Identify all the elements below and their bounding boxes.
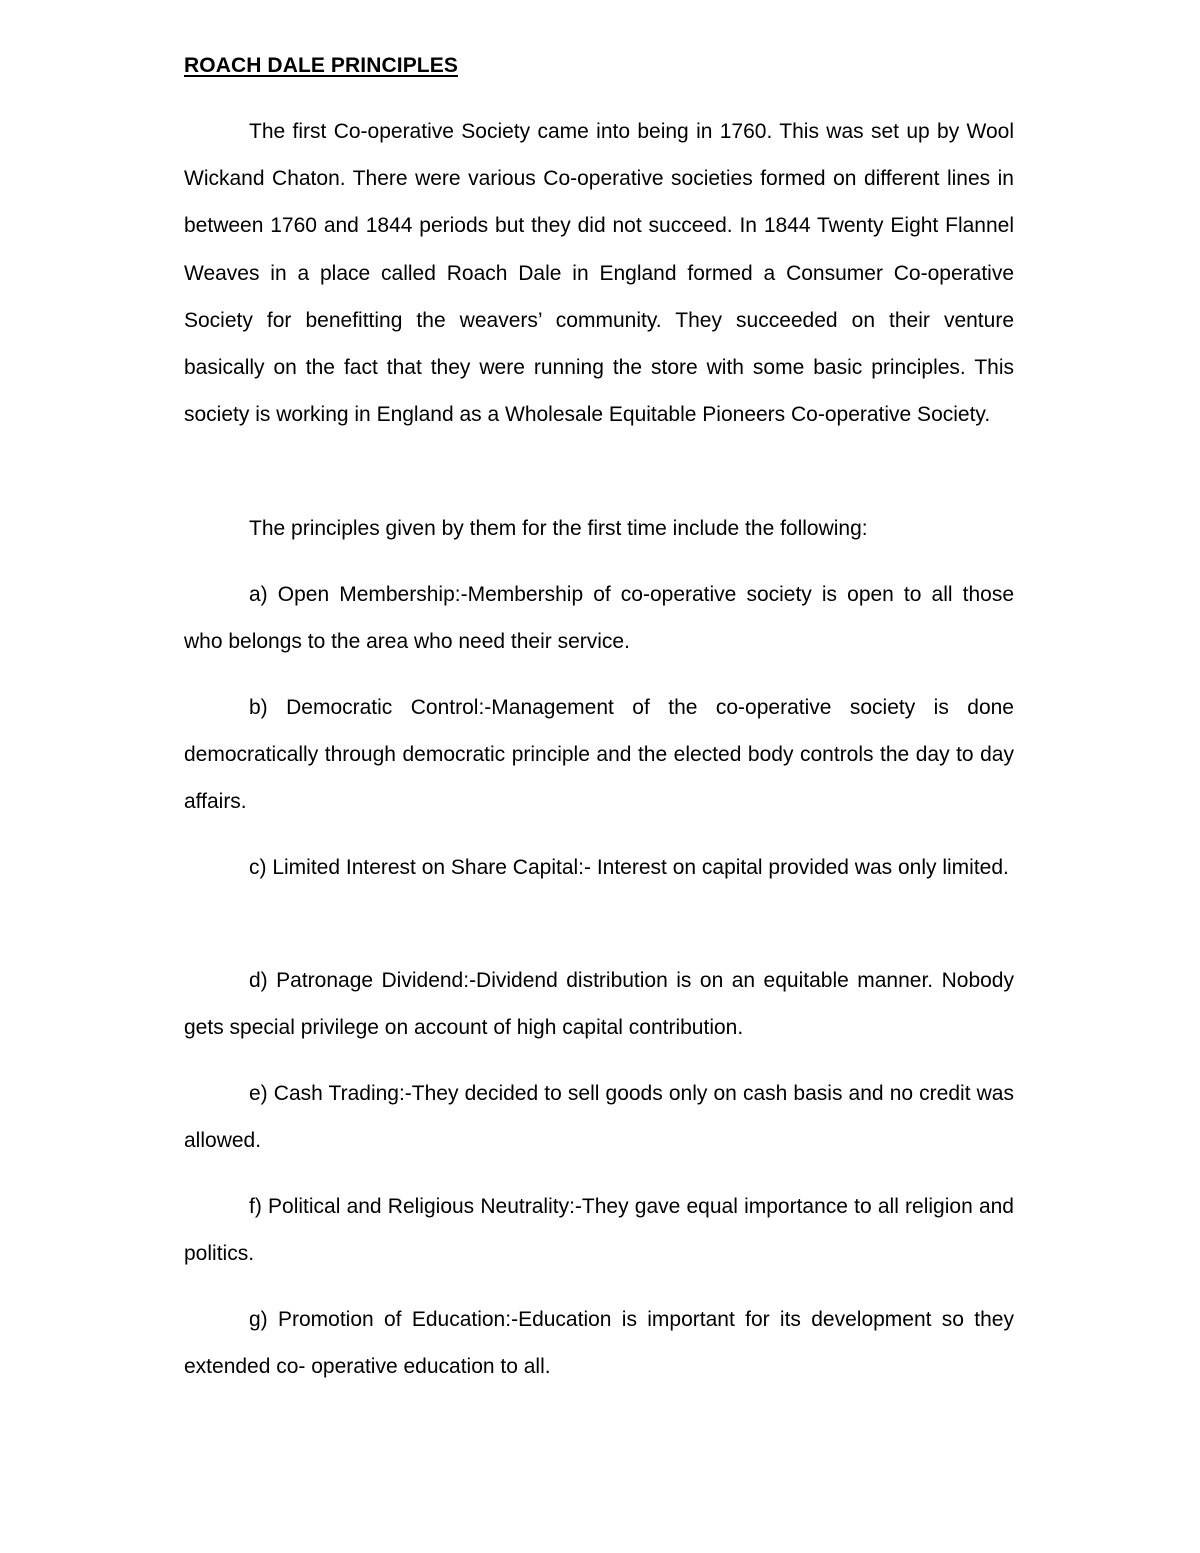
principle-open-membership: a) Open Membership:-Membership of co-operative society is open to all those who belongs to the area who need their service. [184, 583, 1014, 654]
principle-neutrality: f) Political and Religious Neutrality:-They gave equal importance to all religion and politics. [184, 1195, 1014, 1266]
principle-patronage-dividend: d) Patronage Dividend:-Dividend distribution is on an equitable manner. Nobody gets special privilege on account of high capital contribution. [184, 969, 1014, 1040]
principle-democratic-control: b) Democratic Control:-Management of the co-operative society is done democratically through democratic principle and the elected body controls the day to day affairs. [184, 696, 1014, 814]
document-title: ROACH DALE PRINCIPLES [184, 54, 458, 77]
intro-paragraph: The first Co-operative Society came into being in 1760. This was set up by Wool Wickand Chaton. There were various Co-operative societies formed on different lines in between 1760 and 1844 periods but they did not succeed. In 1844 Twenty Eight Flannel Weaves in a place called Roach Dale in England formed a Consumer Co-operative Society for benefitting the weavers’ community. They succeeded on their venture basically on the fact that they were running the store with some basic principles. This society is working in England as a Wholesale Equitable Pioneers Co-operative Society. [184, 120, 1014, 427]
principle-education: g) Promotion of Education:-Education is important for its development so they extended co- operative education to all. [184, 1308, 1014, 1379]
principle-limited-interest: c) Limited Interest on Share Capital:- Interest on capital provided was only limited. [249, 856, 1009, 879]
principles-lead: The principles given by them for the first time include the following: [249, 517, 868, 540]
principle-cash-trading: e) Cash Trading:-They decided to sell goods only on cash basis and no credit was allowed. [184, 1082, 1014, 1153]
